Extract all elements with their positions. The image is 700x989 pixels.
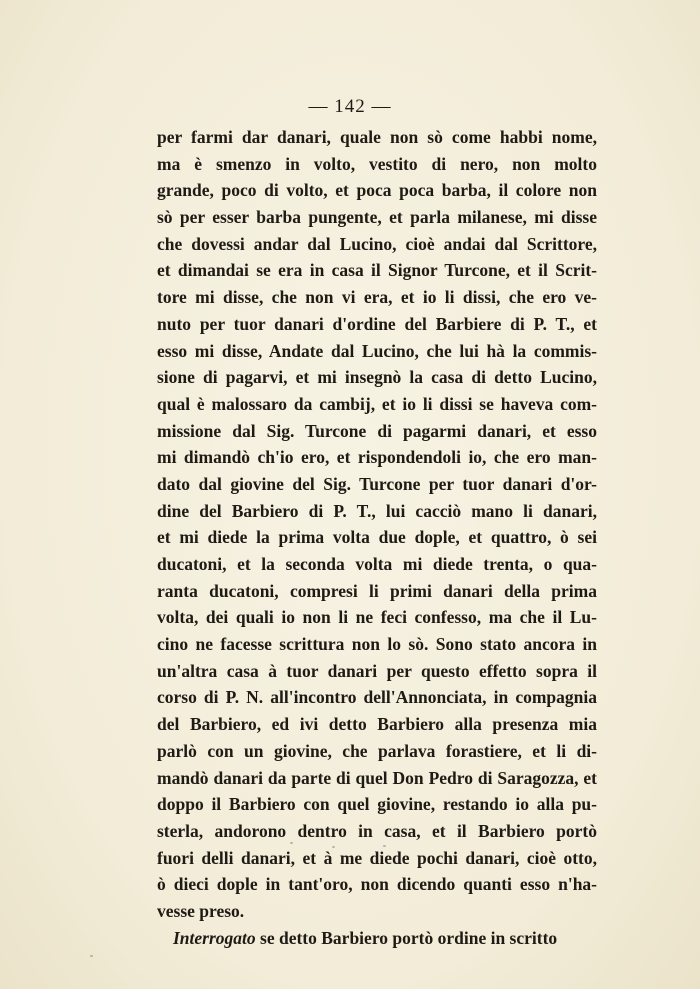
text-line: parlò con un giovine, che parlava forastiere, et li di- xyxy=(157,740,597,761)
text-line: un'altra casa à tuor danari per questo effetto sopra il xyxy=(157,660,597,681)
text-line: sione di pagarvi, et mi insegnò la casa di detto Lucino, xyxy=(157,367,597,388)
text-line: et dimandai se era in casa il Signor Turcone, et il Scrit- xyxy=(157,260,597,281)
text-line: qual è malossaro da cambij, et io li dissi se haveva com- xyxy=(157,393,597,414)
text-line: sò per esser barba pungente, et parla milanese, mi disse xyxy=(157,207,597,228)
text-line: doppo il Barbiero con quel giovine, restando io alla pu- xyxy=(157,794,597,815)
paper-speck xyxy=(90,955,93,957)
text-line: dato dal giovine del Sig. Turcone per tuor danari d'or- xyxy=(157,473,597,494)
text-line: ducatoni, et la seconda volta mi diede trenta, o qua- xyxy=(157,554,597,574)
text-line: ò dieci dople in tant'oro, non dicendo quanti esso n'ha- xyxy=(157,874,597,895)
paper-speck xyxy=(290,842,293,844)
text-line: ma è smenzo in volto, vestito di nero, non molto xyxy=(157,153,597,174)
final-line-rest: se detto Barbiero portò ordine in scritto xyxy=(255,927,558,948)
text-line: che dovessi andar dal Lucino, cioè andai dal Scrittore, xyxy=(157,233,597,254)
text-line: grande, poco di volto, et poca poca barba, il colore non xyxy=(157,180,597,201)
text-line: mi dimandò ch'io ero, et rispondendoli io, che ero man- xyxy=(157,447,597,468)
text-line: ranta ducatoni, compresi li primi danari della prima xyxy=(157,580,597,601)
text-line: dine del Barbiero di P. T., lui cacciò mano li danari, xyxy=(157,500,597,521)
interrogato-word: Interrogato xyxy=(173,927,256,948)
text-line: del Barbiero, ed ivi detto Barbiero alla presenza mia xyxy=(157,714,597,735)
text-line: mandò danari da parte di quel Don Pedro di Saragozza, et xyxy=(157,767,597,788)
paper-speck xyxy=(383,845,386,847)
text-line: nuto per tuor danari d'ordine del Barbiere di P. T., et xyxy=(157,313,597,334)
text-line-interrogato xyxy=(157,925,597,952)
text-line: vesse preso. xyxy=(157,900,245,921)
text-line: fuori delli danari, et à me diede pochi danari, cioè otto, xyxy=(157,847,597,868)
text-line: missione dal Sig. Turcone di pagarmi danari, et esso xyxy=(157,420,597,441)
text-line: corso di P. N. all'incontro dell'Annonciata, in compagnia xyxy=(157,687,597,708)
text-line: sterla, andorono dentro in casa, et il Barbiero portò xyxy=(157,820,597,841)
text-line: per farmi dar danari, quale non sò come habbi nome, xyxy=(157,127,597,147)
text-line: et mi diede la prima volta due dople, et quattro, ò sei xyxy=(157,527,597,548)
page-number: — 142 — xyxy=(308,96,392,117)
paper-speck xyxy=(332,846,335,848)
text-line: volta, dei quali io non li ne feci confesso, ma che il Lu- xyxy=(157,607,597,628)
body-text xyxy=(157,124,597,951)
text-line: tore mi disse, che non vi era, et io li dissi, che ero ve- xyxy=(157,287,597,308)
text-line: esso mi disse, Andate dal Lucino, che lui hà la commis- xyxy=(157,340,597,361)
text-line: cino ne facesse scrittura non lo sò. Sono stato ancora in xyxy=(157,634,597,655)
